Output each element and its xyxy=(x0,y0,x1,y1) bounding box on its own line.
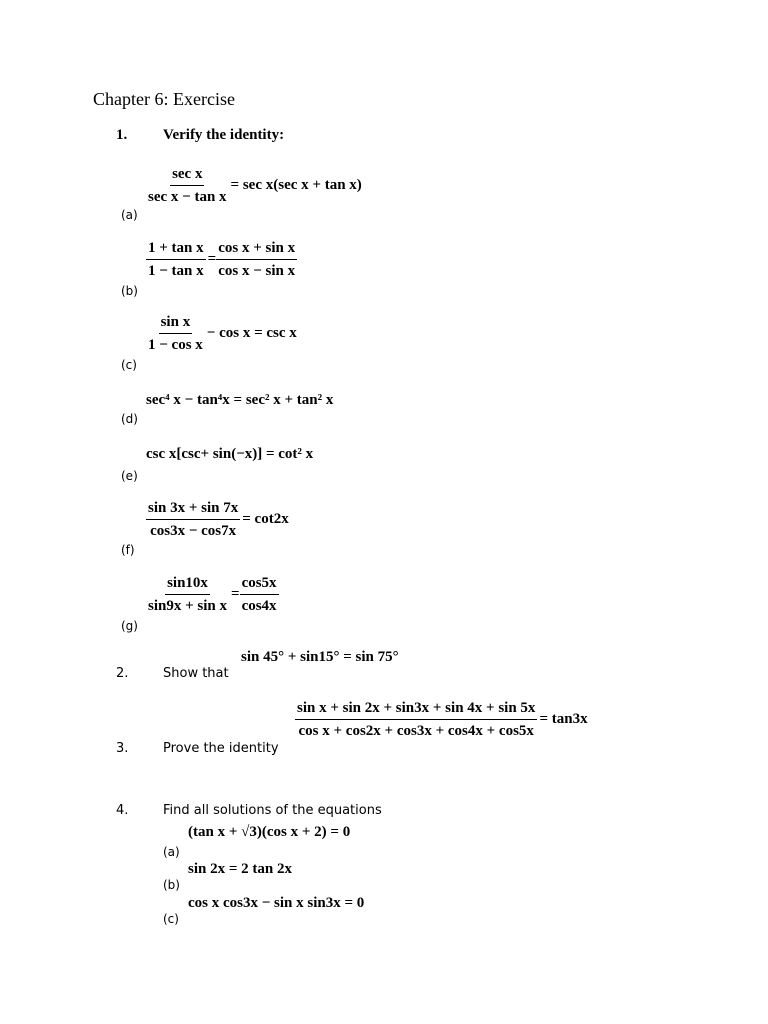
equation-4a: (tan x + √3)(cos x + 2) = 0 xyxy=(188,824,351,840)
question-3-text: Prove the identity xyxy=(163,741,279,756)
equation-1d: sec⁴ x − tan⁴x = sec² x + tan² x xyxy=(146,392,334,408)
numerator-right: cos5x xyxy=(240,574,279,595)
numerator: sin x + sin 2x + sin3x + sin 4x + sin 5x xyxy=(295,699,537,720)
part-label-4a: (a) xyxy=(163,845,180,859)
denominator: cos3x − cos7x xyxy=(150,523,237,539)
part-label-1g: (g) xyxy=(121,619,138,633)
equation-1c xyxy=(146,313,297,354)
equation-1b xyxy=(146,239,297,280)
right-side: = cot2x xyxy=(242,511,289,527)
equation-1a xyxy=(146,165,362,206)
equation-3 xyxy=(295,699,588,740)
equation-4b: sin 2x = 2 tan 2x xyxy=(188,861,292,877)
part-label-1d: (d) xyxy=(121,412,138,426)
numerator-right: cos x + sin x xyxy=(216,239,297,260)
part-label-1b: (b) xyxy=(121,284,138,298)
denominator: 1 − tan x xyxy=(148,263,204,279)
question-2-text: Show that xyxy=(163,666,229,681)
numerator: sin x xyxy=(159,313,193,334)
question-4-text: Find all solutions of the equations xyxy=(163,803,382,818)
part-label-1a: (a) xyxy=(121,208,138,222)
denominator-right: cos x − sin x xyxy=(218,263,296,279)
part-label-1e: (e) xyxy=(121,469,138,483)
numerator: sec x xyxy=(170,165,204,186)
question-1-number: 1. xyxy=(116,127,128,143)
numerator: 1 + tan x xyxy=(146,239,206,260)
denominator: sec x − tan x xyxy=(148,189,227,205)
page-title: Chapter 6: Exercise xyxy=(93,89,235,109)
part-label-1c: (c) xyxy=(121,358,137,372)
question-4-number: 4. xyxy=(116,803,129,818)
question-3-number: 3. xyxy=(116,741,129,756)
right-side: = sec x(sec x + tan x) xyxy=(230,177,362,193)
question-2-number: 2. xyxy=(116,666,129,681)
equation-2: sin 45° + sin15° = sin 75° xyxy=(241,649,399,665)
numerator: sin 3x + sin 7x xyxy=(146,499,240,520)
equation-1e: csc x[csc+ sin(−x)] = cot² x xyxy=(146,446,314,462)
equation-4c: cos x cos3x − sin x sin3x = 0 xyxy=(188,895,365,911)
right-side: − cos x = csc x xyxy=(206,325,297,341)
denominator: sin9x + sin x xyxy=(148,598,227,614)
part-label-1f: (f) xyxy=(121,543,135,557)
part-label-4b: (b) xyxy=(163,878,180,892)
equals-sign: = xyxy=(231,586,240,602)
question-1-instruction: Verify the identity: xyxy=(163,127,285,143)
numerator: sin10x xyxy=(165,574,210,595)
equation-1g xyxy=(146,574,279,615)
equals-sign: = xyxy=(207,251,217,267)
right-side: = tan3x xyxy=(539,711,588,727)
denominator: cos x + cos2x + cos3x + cos4x + cos5x xyxy=(298,723,534,739)
denominator: 1 − cos x xyxy=(148,337,203,353)
part-label-4c: (c) xyxy=(163,912,179,926)
denominator-right: cos4x xyxy=(241,598,277,614)
equation-1f xyxy=(146,499,289,540)
